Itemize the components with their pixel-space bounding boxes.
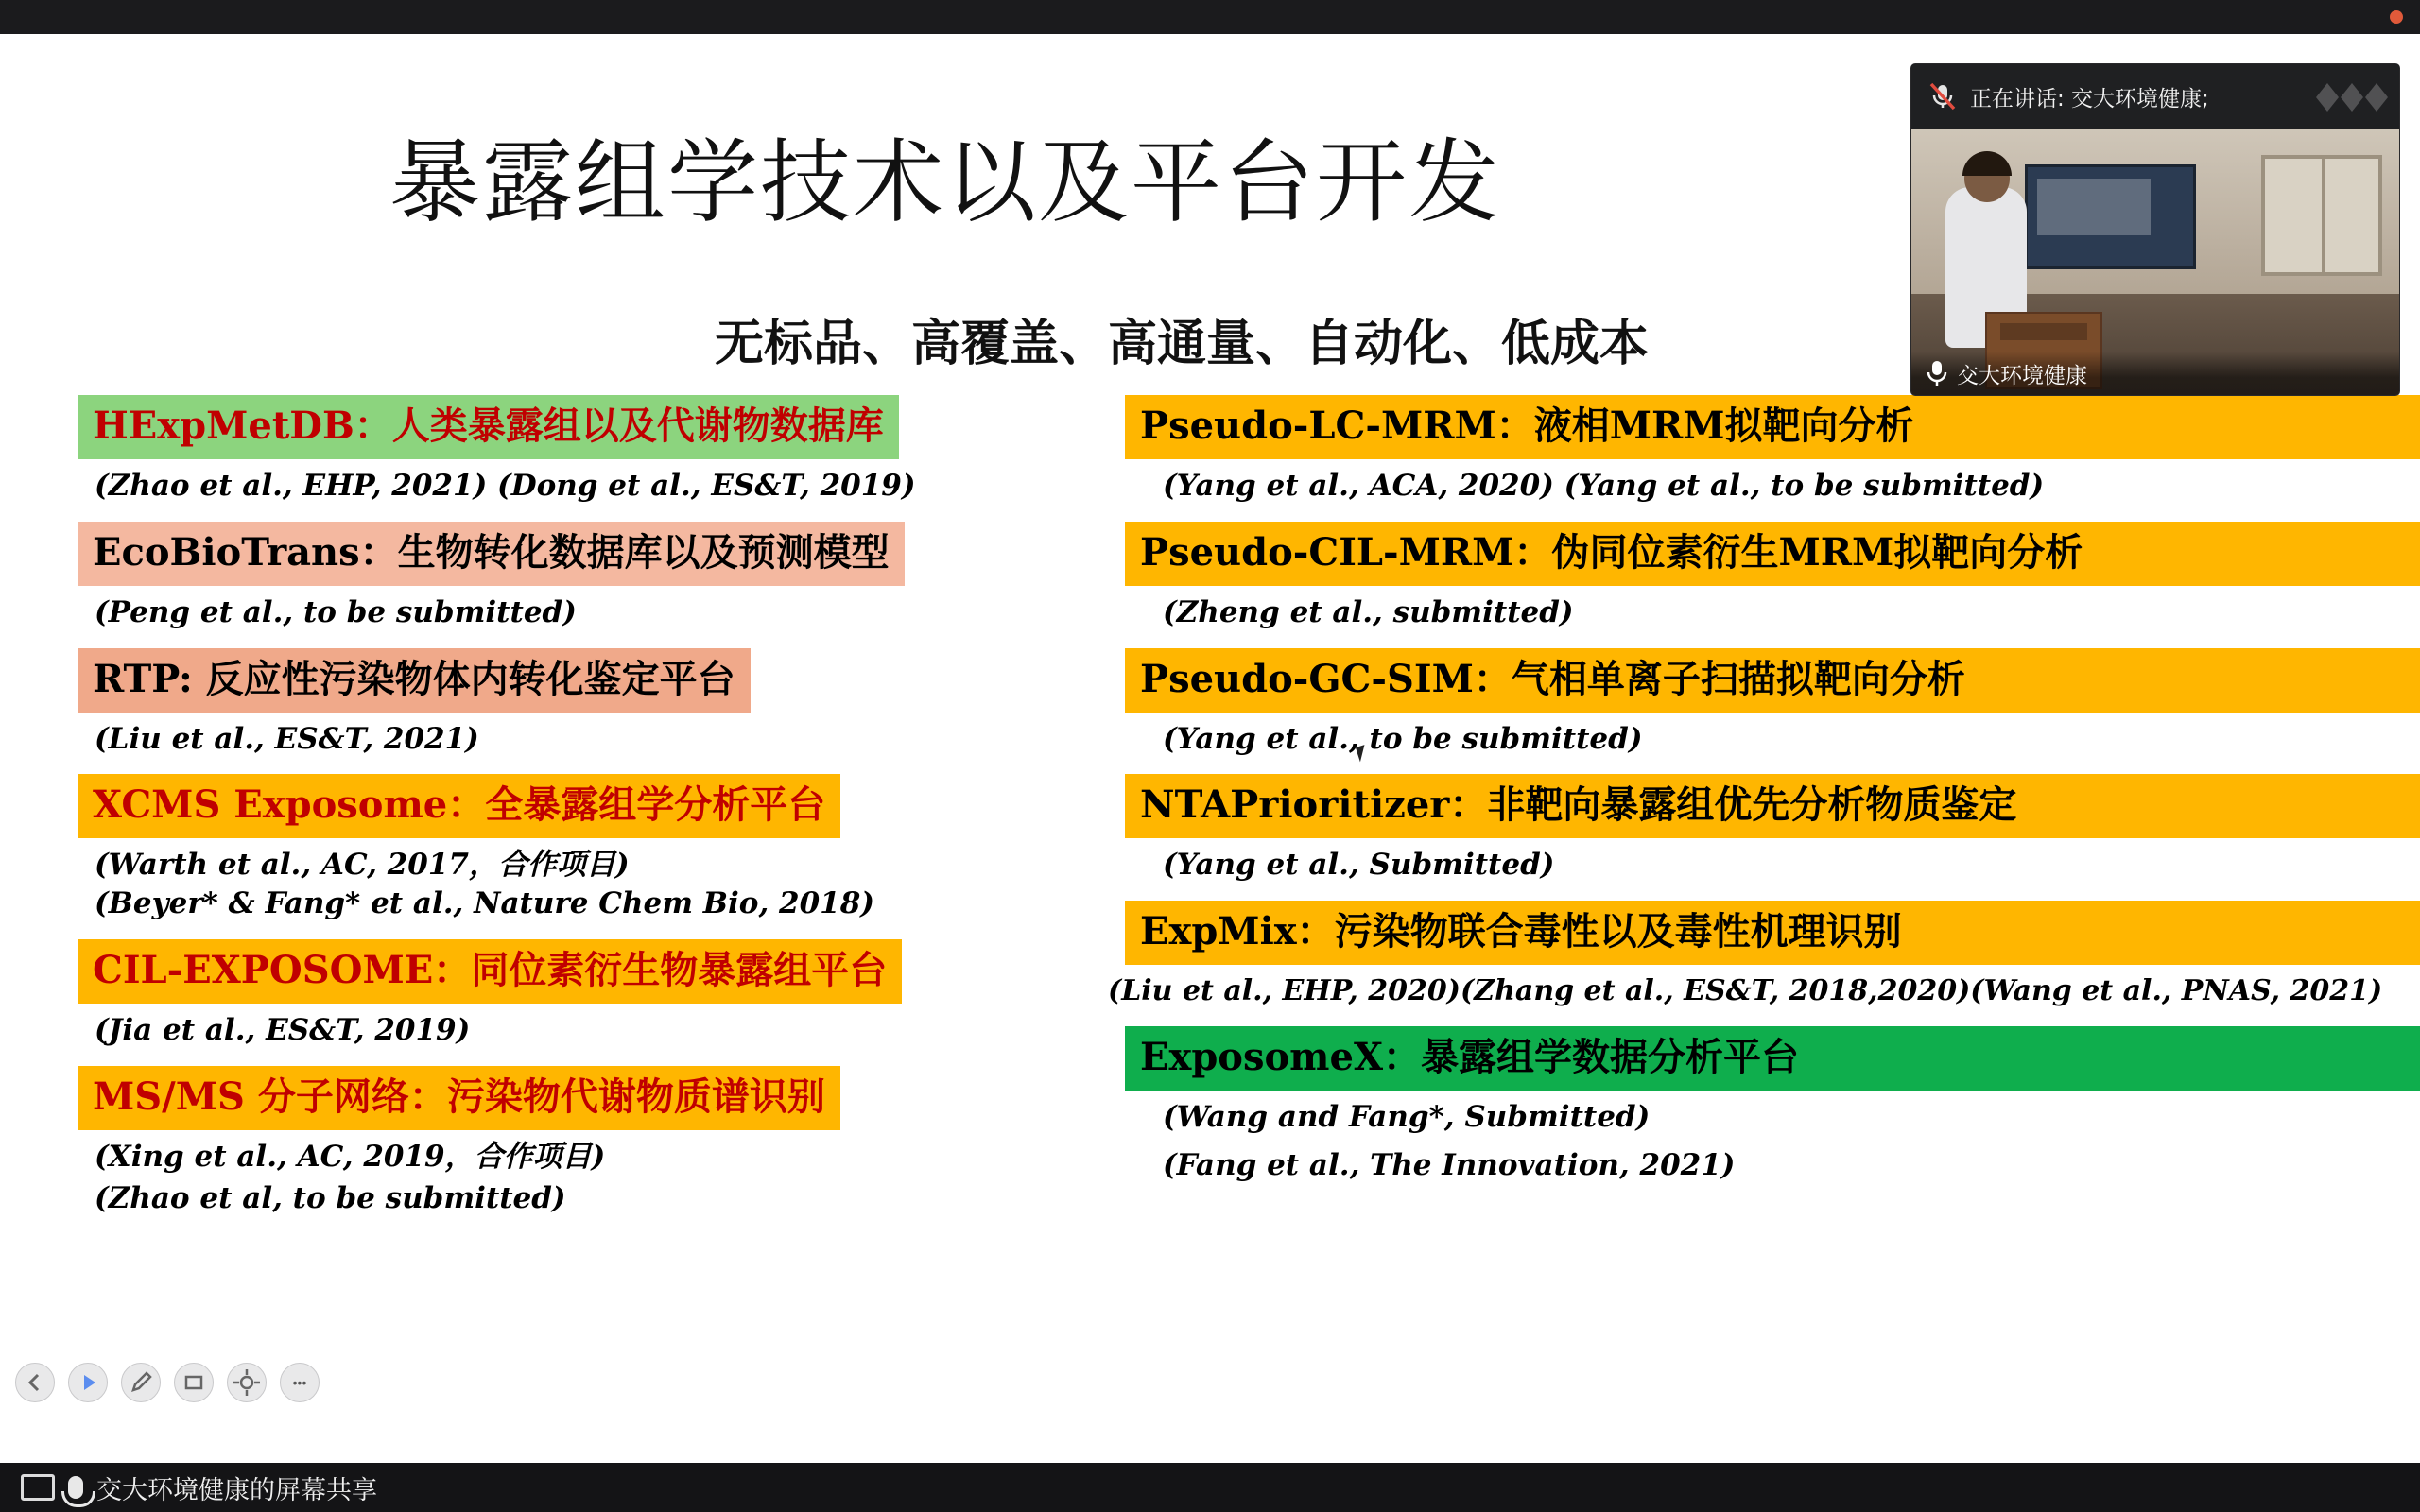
item-bar: ExposomeX：暴露组学数据分析平台: [1125, 1026, 2420, 1091]
signal-deco-icon: [2314, 77, 2390, 117]
item-bar: NTAPrioritizer：非靶向暴露组优先分析物质鉴定: [1125, 774, 2420, 838]
item-bar: Pseudo-GC-SIM：气相单离子扫描拟靶向分析: [1125, 648, 2420, 713]
item-citation: (Wang and Fang*, Submitted): [1163, 1099, 1651, 1134]
video-footer: [1911, 352, 2399, 395]
laser-pointer-icon[interactable]: [227, 1363, 267, 1402]
list-item: [78, 395, 1127, 518]
item-citation: (Jia et al., ES&T, 2019): [95, 1012, 471, 1047]
item-citation: (Xing et al., AC, 2019，合作项目): [95, 1139, 606, 1174]
screen-share-icon: [21, 1474, 55, 1501]
room-window: [2261, 155, 2382, 276]
page-title: 暴露组学技术以及平台开发: [389, 129, 1501, 235]
mic-on-icon: [1925, 359, 1949, 387]
active-speaker-video-panel[interactable]: [1911, 64, 2399, 395]
list-item: [1125, 774, 2420, 897]
more-options-icon[interactable]: •••: [280, 1363, 320, 1402]
item-citation: (Warth et al., AC, 2017，合作项目): [95, 848, 630, 883]
window-top-bar: [0, 0, 2420, 34]
list-item: [1125, 1026, 2420, 1198]
item-bar: HExpMetDB：人类暴露组以及代谢物数据库: [78, 395, 899, 459]
item-citation: (Zhao et al., EHP, 2021) (Dong et al., ES&T, 2019): [95, 469, 916, 503]
list-item: [1125, 395, 2420, 518]
item-bar: EcoBioTrans：生物转化数据库以及预测模型: [78, 522, 905, 586]
item-citation: (Yang et al., ACA, 2020) (Yang et al., to be submitted): [1163, 469, 2045, 503]
item-citation: (Liu et al., EHP, 2020)(Zhang et al., ES&T, 2018,2020)(Wang et al., PNAS, 2021): [1108, 974, 2383, 1007]
back-icon[interactable]: [15, 1363, 55, 1402]
play-icon[interactable]: [68, 1363, 108, 1402]
item-citation: (Liu et al., ES&T, 2021): [95, 721, 479, 756]
list-item: [78, 522, 1127, 644]
item-citation: (Yang et al., to be submitted): [1163, 721, 1643, 756]
list-item: [78, 939, 1127, 1062]
item-citation: (Fang et al., The Innovation, 2021): [1163, 1148, 1736, 1183]
list-item: [1108, 901, 2420, 1022]
item-bar: RTP: 反应性污染物体内转化鉴定平台: [78, 648, 751, 713]
item-citation: (Zhao et al, to be submitted): [95, 1181, 566, 1216]
projector-screen: [2025, 164, 2196, 269]
item-bar: CIL-EXPOSOME：同位素衍生物暴露组平台: [78, 939, 902, 1004]
item-citation: (Yang et al., Submitted): [1163, 848, 1555, 883]
active-speaker-label: 正在讲话: 交大环境健康;: [1970, 86, 2209, 112]
mic-muted-icon: [1927, 80, 1959, 112]
right-column: [1108, 395, 2420, 1201]
item-citation: (Zheng et al., submitted): [1163, 594, 1574, 629]
item-bar: Pseudo-CIL-MRM：伪同位素衍生MRM拟靶向分析: [1125, 522, 2420, 586]
item-citation: (Peng et al., to be submitted): [95, 594, 577, 629]
item-bar: Pseudo-LC-MRM：液相MRM拟靶向分析: [1125, 395, 2420, 459]
item-bar: XCMS Exposome：全暴露组学分析平台: [78, 774, 840, 838]
microphone-icon: [68, 1476, 83, 1499]
item-citation: (Beyer* & Fang* et al., Nature Chem Bio, 2018): [95, 886, 874, 920]
recording-indicator-dot: [2390, 10, 2403, 24]
eraser-icon[interactable]: [174, 1363, 214, 1402]
list-item: [1125, 522, 2420, 644]
annotation-toolbar[interactable]: [8, 1359, 327, 1406]
item-bar: ExpMix：污染物联合毒性以及毒性机理识别: [1125, 901, 2420, 965]
list-item: [78, 1066, 1127, 1231]
pen-icon[interactable]: [121, 1363, 161, 1402]
item-bar: MS/MS 分子网络：污染物代谢物质谱识别: [78, 1066, 840, 1130]
list-item: [78, 774, 1127, 936]
participant-name: 交大环境健康: [1957, 363, 2087, 388]
share-status-text: 交大环境健康的屏幕共享: [96, 1475, 377, 1505]
list-item: [78, 648, 1127, 771]
left-column: [78, 395, 1127, 1234]
page-subtitle: 无标品、高覆盖、高通量、自动化、低成本: [714, 316, 1649, 372]
video-panel-header: [1911, 64, 2399, 129]
video-feed: [1911, 129, 2399, 395]
list-item: [1125, 648, 2420, 771]
bottom-status-bar: [0, 1463, 2420, 1512]
